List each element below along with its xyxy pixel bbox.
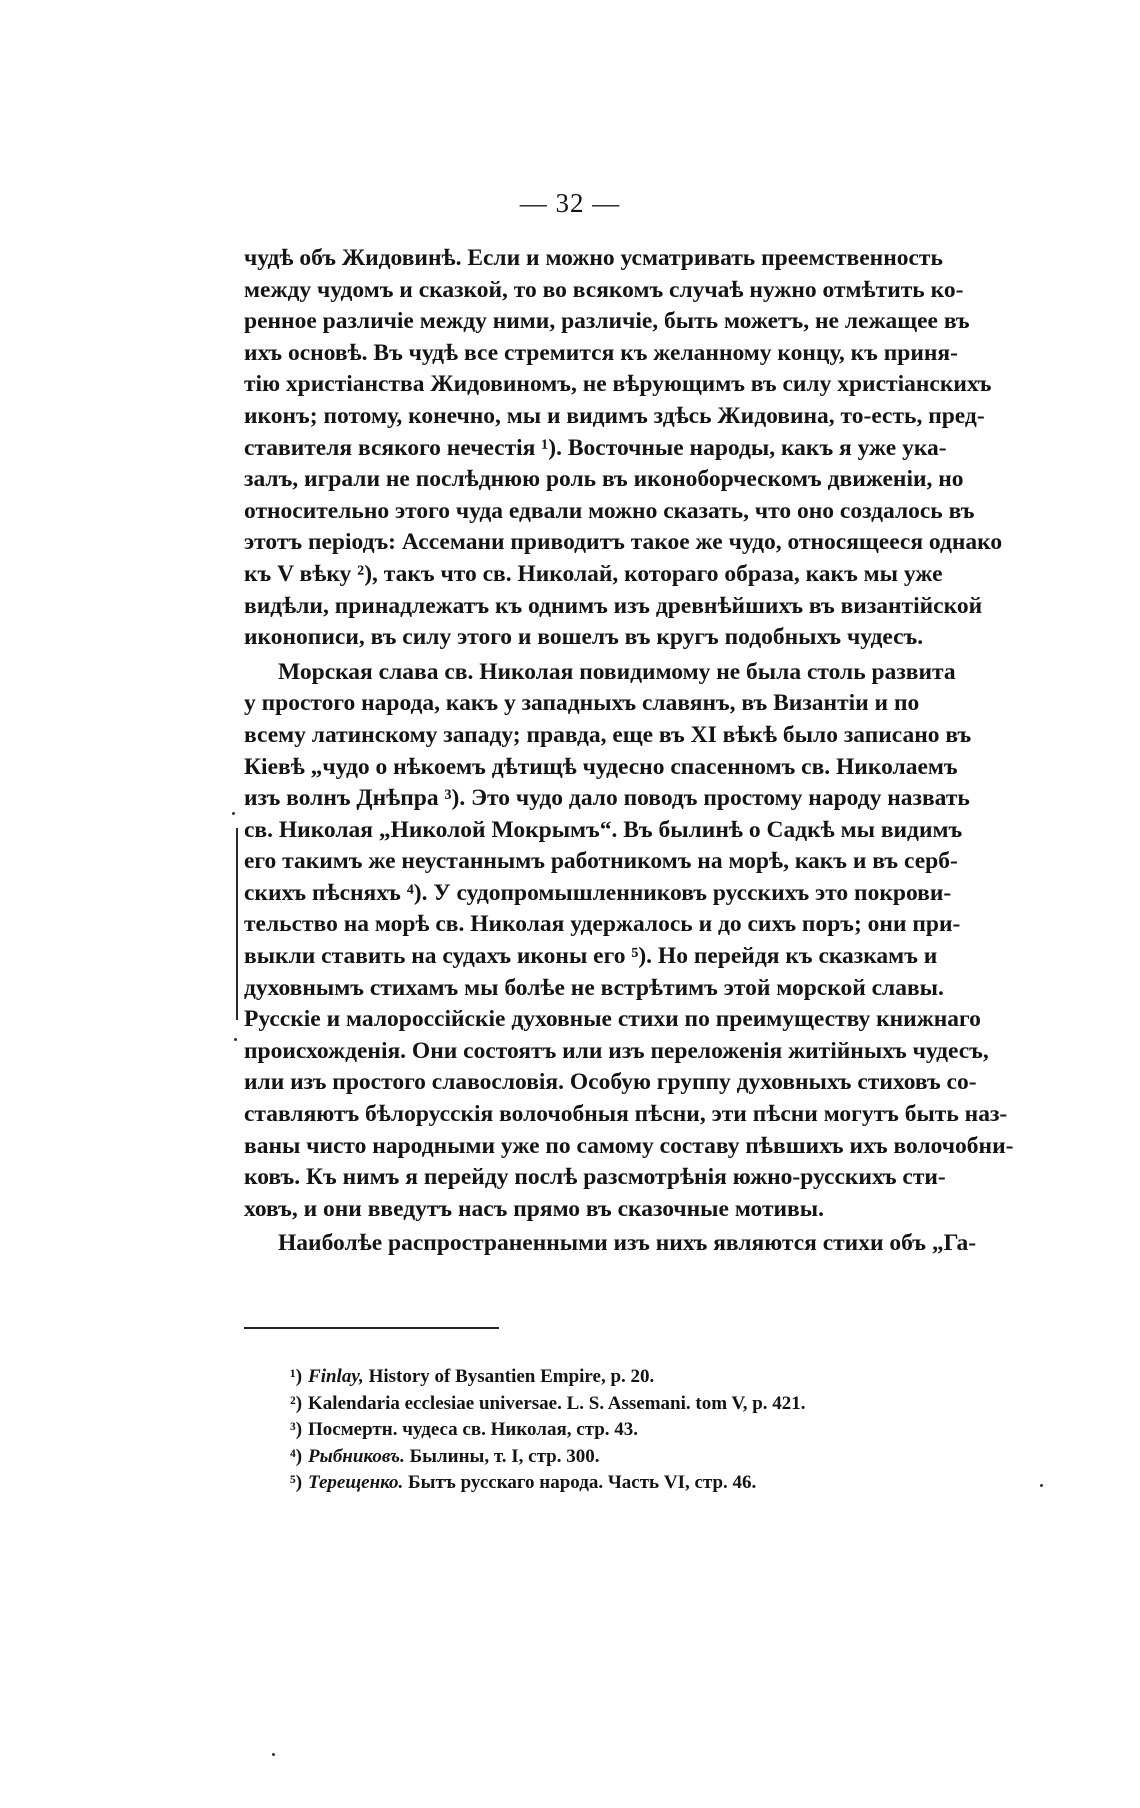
footnote-text: Посмертн. чудеса св. Николая, стр. 43.	[308, 1419, 639, 1441]
text-line: видѣли, принадлежатъ къ однимъ изъ древнѣйшихъ въ византійской	[244, 592, 983, 619]
text-line: между чудомъ и сказкой, то во всякомъ случаѣ нужно отмѣтить ко-	[244, 276, 964, 303]
margin-dot	[272, 1753, 275, 1756]
footnote-mark: ⁵)	[290, 1472, 303, 1494]
footnote-text: Бытъ русскаго народа. Часть VI, стр. 46.	[408, 1472, 757, 1494]
text-line: Русскіе и малороссійскіе духовные стихи по преимуществу книжнаго	[244, 1006, 981, 1033]
text-line: Морская слава св. Николая повидимому не была столь развита	[278, 658, 956, 685]
text-line: ставляютъ бѣлорусскія волочобныя пѣсни, эти пѣсни могутъ быть наз-	[244, 1101, 1008, 1128]
text-line: ковъ. Къ нимъ я перейду послѣ разсмотрѣнія южно-русскихъ сти-	[244, 1164, 946, 1191]
margin-pencil-mark	[236, 828, 238, 1020]
text-line: св. Николая „Николой Мокрымъ“. Въ былинѣ о Садкѣ мы видимъ	[244, 816, 963, 843]
footnote-mark: ³)	[290, 1419, 303, 1441]
footnote-author: Рыбниковъ.	[308, 1445, 405, 1467]
footnote-text: Былины, т. I, стр. 300.	[409, 1445, 600, 1467]
text-line: его такимъ же неустаннымъ работникомъ на морѣ, какъ и въ серб-	[244, 848, 958, 875]
text-line: скихъ пѣсняхъ ⁴). У судопромышленниковъ русскихъ это покрови-	[244, 879, 952, 906]
text-line: ихъ основѣ. Въ чудѣ все стремится къ желанному концу, къ приня-	[244, 339, 958, 366]
text-line: чудѣ объ Жидовинѣ. Если и можно усматривать преемственность	[244, 245, 943, 271]
text-line: происхожденія. Они состоятъ или изъ переложенія житійныхъ чудесъ,	[244, 1037, 989, 1064]
text-line: къ V вѣку ²), такъ что св. Николай, котораго образа, какъ мы уже	[244, 560, 943, 587]
text-line: ховъ, и они введутъ насъ прямо въ сказочные мотивы.	[244, 1195, 824, 1222]
text-line: иконописи, въ силу этого и вошелъ въ кругъ подобныхъ чудесъ.	[244, 624, 924, 651]
text-line: выкли ставить на судахъ иконы его ⁵). Но перейдя къ сказкамъ и	[244, 943, 938, 970]
text-line: Кіевѣ „чудо о нѣкоемъ дѣтищѣ чудесно спасенномъ св. Николаемъ	[244, 753, 958, 780]
margin-dot	[234, 1038, 237, 1041]
footnote-mark: ⁴)	[290, 1445, 303, 1467]
body-text	[244, 243, 1041, 1260]
text-line: ставителя всякого нечестія ¹). Восточные народы, какъ я уже ука-	[244, 434, 947, 461]
margin-dot	[232, 812, 235, 815]
text-line: иконъ; потому, конечно, мы и видимъ здѣсь Жидовина, то-есть, пред-	[244, 402, 985, 429]
text-line: ваны чисто народными уже по самому составу пѣвшихъ ихъ волочобни-	[244, 1132, 1014, 1159]
text-line: изъ волнъ Днѣпра ³). Это чудо дало поводъ простому народу назвать	[244, 785, 970, 812]
footnote-text: History of Bysantien Empire, p. 20.	[368, 1366, 655, 1387]
text-line: тію христіанства Жидовиномъ, не вѣрующимъ въ силу христіанскихъ	[244, 371, 992, 398]
footnote	[290, 1364, 1050, 1391]
text-line: или изъ простого славословія. Особую группу духовныхъ стиховъ со-	[244, 1069, 977, 1096]
page-number: — 32 —	[519, 188, 621, 218]
footnote	[290, 1417, 1050, 1444]
footnote	[290, 1391, 1050, 1418]
footnotes	[290, 1364, 1050, 1497]
footnote-author: Finlay,	[308, 1366, 364, 1387]
footnote	[290, 1470, 1050, 1497]
footnote-separator	[244, 1327, 499, 1329]
text-line: всему латинскому западу; правда, еще въ XI вѣкѣ было записано въ	[244, 721, 972, 748]
text-line: Наиболѣе распространенными изъ нихъ являются стихи объ „Га-	[278, 1230, 977, 1257]
text-line: ренное различіе между ними, различіе, быть можетъ, не лежащее въ	[244, 308, 970, 335]
text-line: залъ, играли не послѣднюю роль въ иконоборческомъ движеніи, но	[244, 466, 964, 493]
text-line: этотъ періодъ: Ассемани приводитъ такое же чудо, относящееся однако	[244, 529, 1003, 556]
footnote-mark: ²)	[290, 1392, 303, 1414]
footnote-mark: ¹)	[290, 1366, 303, 1387]
text-line: тельство на морѣ св. Николая удержалось и до сихъ поръ; они при-	[244, 911, 961, 938]
text-line: духовнымъ стихамъ мы болѣе не встрѣтимъ этой морской славы.	[244, 974, 944, 1001]
text-line: у простого народа, какъ у западныхъ славянъ, въ Византіи и по	[244, 690, 920, 717]
footnote	[290, 1444, 1050, 1471]
footnote-author: Терещенко.	[308, 1472, 404, 1494]
footnote-text: Kalendaria ecclesiae universae. L. S. Assemani. tom V, p. 421.	[308, 1392, 806, 1414]
text-line: относительно этого чуда едвали можно сказать, что оно создалось въ	[244, 497, 975, 524]
